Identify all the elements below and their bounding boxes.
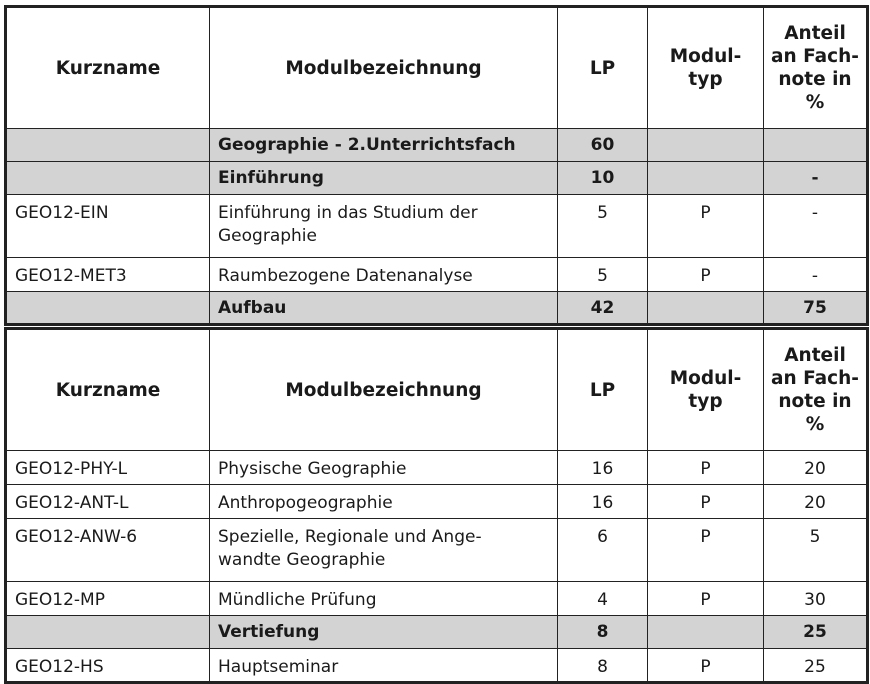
cell-lp: 16 <box>558 451 648 485</box>
header-kurzname: Kurzname <box>6 329 210 451</box>
header-kurzname: Kurzname <box>6 7 210 129</box>
group-row-geographie <box>6 129 868 162</box>
cell-anteil <box>764 129 868 162</box>
cell-lp: 10 <box>558 162 648 195</box>
cell-lp: 8 <box>558 649 648 683</box>
cell-anteil: 25 <box>764 649 868 683</box>
header-modultyp: Modul- typ <box>648 329 764 451</box>
cell-lp: 42 <box>558 292 648 325</box>
header-anteil: Anteil an Fach- note in % <box>764 7 868 129</box>
header-modulbezeichnung: Modulbezeichnung <box>210 329 558 451</box>
cell-anteil: - <box>764 162 868 195</box>
cell-typ: P <box>648 451 764 485</box>
cell-lp: 8 <box>558 616 648 649</box>
table-row <box>6 485 868 519</box>
cell-bezeichnung: Raumbezogene Datenanalyse <box>210 258 558 292</box>
cell-typ <box>648 616 764 649</box>
cell-kurzname <box>6 616 210 649</box>
cell-typ: P <box>648 195 764 258</box>
cell-bezeichnung: Vertiefung <box>210 616 558 649</box>
header-modulbezeichnung: Modulbezeichnung <box>210 7 558 129</box>
cell-lp: 4 <box>558 582 648 616</box>
cell-lp: 60 <box>558 129 648 162</box>
cell-lp: 16 <box>558 485 648 519</box>
cell-typ: P <box>648 649 764 683</box>
cell-typ: P <box>648 582 764 616</box>
table-row <box>6 195 868 258</box>
cell-anteil: 25 <box>764 616 868 649</box>
cell-kurzname: GEO12-EIN <box>6 195 210 258</box>
cell-kurzname <box>6 129 210 162</box>
cell-kurzname: GEO12-HS <box>6 649 210 683</box>
cell-bezeichnung: Geographie - 2.Unterrichtsfach <box>210 129 558 162</box>
header-row <box>6 329 868 451</box>
cell-bezeichnung: Mündliche Prüfung <box>210 582 558 616</box>
cell-anteil: 75 <box>764 292 868 325</box>
header-lp: LP <box>558 329 648 451</box>
cell-lp: 6 <box>558 519 648 582</box>
group-row-aufbau <box>6 292 868 325</box>
module-table-1 <box>4 5 869 326</box>
cell-anteil: 20 <box>764 485 868 519</box>
group-row-vertiefung <box>6 616 868 649</box>
cell-kurzname <box>6 162 210 195</box>
cell-anteil: 30 <box>764 582 868 616</box>
module-table-2 <box>4 327 869 684</box>
cell-bezeichnung: Hauptseminar <box>210 649 558 683</box>
header-lp: LP <box>558 7 648 129</box>
header-row <box>6 7 868 129</box>
table-row <box>6 258 868 292</box>
cell-lp: 5 <box>558 195 648 258</box>
cell-kurzname <box>6 292 210 325</box>
cell-anteil: - <box>764 195 868 258</box>
cell-anteil: 20 <box>764 451 868 485</box>
header-modultyp: Modul- typ <box>648 7 764 129</box>
cell-anteil: - <box>764 258 868 292</box>
cell-kurzname: GEO12-MP <box>6 582 210 616</box>
cell-typ: P <box>648 258 764 292</box>
cell-bezeichnung: Anthropogeographie <box>210 485 558 519</box>
table-row <box>6 519 868 582</box>
table-row <box>6 451 868 485</box>
header-anteil: Anteil an Fach- note in % <box>764 329 868 451</box>
cell-typ: P <box>648 485 764 519</box>
cell-typ <box>648 292 764 325</box>
cell-kurzname: GEO12-PHY-L <box>6 451 210 485</box>
cell-kurzname: GEO12-MET3 <box>6 258 210 292</box>
cell-kurzname: GEO12-ANT-L <box>6 485 210 519</box>
cell-bezeichnung: Einführung in das Studium der Geographie <box>210 195 558 258</box>
table-row <box>6 582 868 616</box>
cell-bezeichnung: Physische Geographie <box>210 451 558 485</box>
cell-bezeichnung: Spezielle, Regionale und Ange- wandte Geographie <box>210 519 558 582</box>
cell-bezeichnung: Aufbau <box>210 292 558 325</box>
cell-anteil: 5 <box>764 519 868 582</box>
cell-kurzname: GEO12-ANW-6 <box>6 519 210 582</box>
cell-typ <box>648 162 764 195</box>
cell-typ: P <box>648 519 764 582</box>
table-row <box>6 649 868 683</box>
cell-bezeichnung: Einführung <box>210 162 558 195</box>
cell-lp: 5 <box>558 258 648 292</box>
group-row-einfuehrung <box>6 162 868 195</box>
cell-typ <box>648 129 764 162</box>
